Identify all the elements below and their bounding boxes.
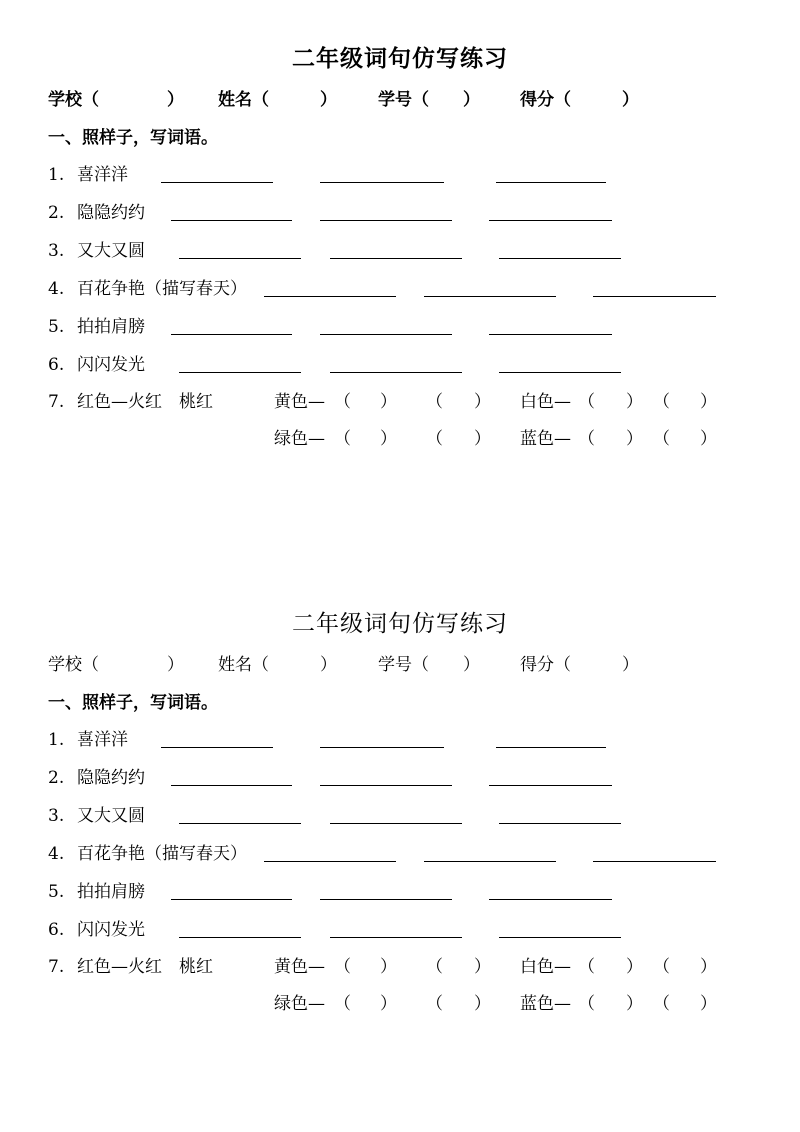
answer-blank[interactable]: [424, 296, 556, 297]
paren-close[interactable]: ）: [380, 429, 397, 449]
item-number: 4.: [48, 844, 65, 864]
paren-close[interactable]: ）: [626, 957, 643, 977]
answer-blank[interactable]: [320, 899, 452, 900]
answer-blank[interactable]: [179, 258, 301, 259]
paren-close[interactable]: ）: [626, 429, 643, 449]
paren-open[interactable]: （: [426, 429, 443, 449]
answer-blank[interactable]: [489, 220, 612, 221]
paren-open[interactable]: （: [653, 957, 670, 977]
color-label-yellow: 黄色—: [274, 392, 325, 412]
item-example-word: 闪闪发光: [77, 920, 145, 940]
color-label-green: 绿色—: [274, 994, 325, 1014]
answer-blank[interactable]: [496, 182, 606, 183]
paren-open[interactable]: （: [653, 392, 670, 412]
paren-open[interactable]: （: [578, 429, 595, 449]
paren-close[interactable]: ）: [700, 429, 717, 449]
answer-blank[interactable]: [171, 334, 292, 335]
paren-close[interactable]: ）: [474, 392, 491, 412]
item-number: 2.: [48, 768, 65, 788]
item-number: 2.: [48, 203, 65, 223]
item-example-word: 百花争艳（描写春天）: [77, 844, 247, 864]
answer-blank[interactable]: [330, 937, 462, 938]
item-example-word: 拍拍肩膀: [77, 882, 145, 902]
item-example-word: 喜洋洋: [77, 730, 128, 750]
name-field[interactable]: 姓名（ ）: [218, 90, 337, 110]
answer-blank[interactable]: [320, 334, 452, 335]
item-example-word: 喜洋洋: [77, 165, 128, 185]
item-number: 1.: [48, 730, 65, 750]
paren-close[interactable]: ）: [700, 994, 717, 1014]
answer-blank[interactable]: [593, 861, 716, 862]
item-example-word: 又大又圆: [77, 806, 145, 826]
student-number-field[interactable]: 学号（ ）: [378, 90, 480, 110]
answer-blank[interactable]: [496, 747, 606, 748]
color-label-yellow: 黄色—: [274, 957, 325, 977]
item-number: 6.: [48, 920, 65, 940]
student-number-field[interactable]: 学号（ ）: [378, 655, 480, 675]
answer-blank[interactable]: [499, 372, 621, 373]
answer-blank[interactable]: [179, 937, 301, 938]
item-example-word: 红色—火红 桃红: [77, 957, 213, 977]
answer-blank[interactable]: [330, 372, 462, 373]
item-example-word: 拍拍肩膀: [77, 317, 145, 337]
paren-close[interactable]: ）: [380, 994, 397, 1014]
score-field[interactable]: 得分（ ）: [520, 90, 639, 110]
paren-open[interactable]: （: [334, 392, 351, 412]
paren-open[interactable]: （: [578, 957, 595, 977]
paren-close[interactable]: ）: [626, 994, 643, 1014]
paren-open[interactable]: （: [334, 429, 351, 449]
paren-open[interactable]: （: [578, 994, 595, 1014]
item-example-word: 红色—火红 桃红: [77, 392, 213, 412]
worksheet-1: [0, 0, 800, 520]
paren-open[interactable]: （: [578, 392, 595, 412]
answer-blank[interactable]: [320, 182, 444, 183]
paren-open[interactable]: （: [426, 392, 443, 412]
answer-blank[interactable]: [499, 937, 621, 938]
color-label-white: 白色—: [520, 957, 571, 977]
paren-open[interactable]: （: [426, 994, 443, 1014]
answer-blank[interactable]: [320, 747, 444, 748]
answer-blank[interactable]: [489, 899, 612, 900]
paren-close[interactable]: ）: [380, 392, 397, 412]
worksheet-title: 二年级词句仿写练习: [292, 611, 508, 637]
school-field[interactable]: 学校（ ）: [48, 90, 184, 110]
item-example-word: 又大又圆: [77, 241, 145, 261]
section-heading: 一、照样子，写词语。: [48, 693, 218, 713]
answer-blank[interactable]: [489, 334, 612, 335]
paren-close[interactable]: ）: [700, 392, 717, 412]
paren-open[interactable]: （: [653, 994, 670, 1014]
paren-open[interactable]: （: [334, 994, 351, 1014]
item-number: 3.: [48, 241, 65, 261]
answer-blank[interactable]: [179, 823, 301, 824]
answer-blank[interactable]: [593, 296, 716, 297]
item-number: 5.: [48, 882, 65, 902]
paren-open[interactable]: （: [334, 957, 351, 977]
answer-blank[interactable]: [330, 823, 462, 824]
section-heading: 一、照样子，写词语。: [48, 128, 218, 148]
score-field[interactable]: 得分（ ）: [520, 655, 639, 675]
item-number: 6.: [48, 355, 65, 375]
item-number: 5.: [48, 317, 65, 337]
name-field[interactable]: 姓名（ ）: [218, 655, 337, 675]
worksheet-2: [0, 565, 800, 1085]
item-number: 4.: [48, 279, 65, 299]
answer-blank[interactable]: [320, 785, 452, 786]
item-example-word: 隐隐约约: [77, 768, 145, 788]
answer-blank[interactable]: [330, 258, 462, 259]
item-example-word: 闪闪发光: [77, 355, 145, 375]
answer-blank[interactable]: [171, 785, 292, 786]
answer-blank[interactable]: [499, 823, 621, 824]
paren-open[interactable]: （: [426, 957, 443, 977]
answer-blank[interactable]: [424, 861, 556, 862]
answer-blank[interactable]: [264, 861, 396, 862]
paren-close[interactable]: ）: [380, 957, 397, 977]
answer-blank[interactable]: [499, 258, 621, 259]
answer-blank[interactable]: [161, 182, 273, 183]
answer-blank[interactable]: [171, 220, 292, 221]
answer-blank[interactable]: [161, 747, 273, 748]
paren-close[interactable]: ）: [474, 957, 491, 977]
item-number: 7.: [48, 392, 65, 412]
color-label-blue: 蓝色—: [520, 429, 571, 449]
answer-blank[interactable]: [489, 785, 612, 786]
worksheet-title: 二年级词句仿写练习: [292, 45, 508, 72]
item-example-word: 百花争艳（描写春天）: [77, 279, 247, 299]
item-number: 7.: [48, 957, 65, 977]
color-label-blue: 蓝色—: [520, 994, 571, 1014]
school-field[interactable]: 学校（ ）: [48, 655, 184, 675]
color-label-white: 白色—: [520, 392, 571, 412]
paren-close[interactable]: ）: [474, 994, 491, 1014]
paren-close[interactable]: ）: [474, 429, 491, 449]
paren-close[interactable]: ）: [626, 392, 643, 412]
color-label-green: 绿色—: [274, 429, 325, 449]
answer-blank[interactable]: [179, 372, 301, 373]
item-number: 3.: [48, 806, 65, 826]
answer-blank[interactable]: [264, 296, 396, 297]
answer-blank[interactable]: [171, 899, 292, 900]
paren-close[interactable]: ）: [700, 957, 717, 977]
answer-blank[interactable]: [320, 220, 452, 221]
item-example-word: 隐隐约约: [77, 203, 145, 223]
item-number: 1.: [48, 165, 65, 185]
paren-open[interactable]: （: [653, 429, 670, 449]
